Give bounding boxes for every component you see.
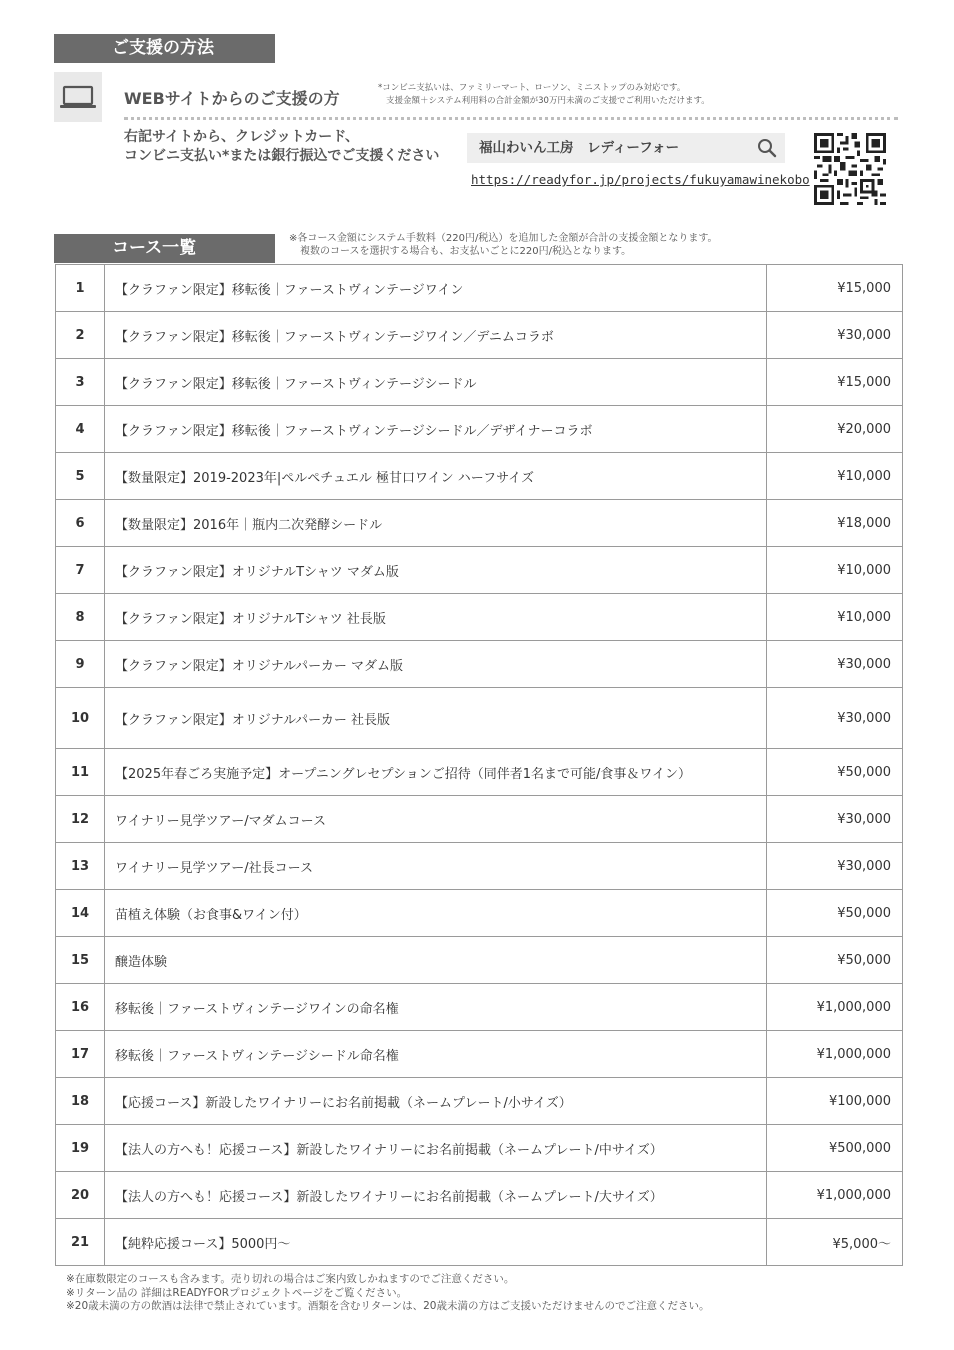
course-row — [56, 1219, 903, 1266]
course-price: ¥10,000 — [767, 594, 903, 641]
footer-note: ※20歳未満の方の飲酒は法律で禁止されています。酒類を含むリターンは、20歳未満の方はご支援いただけませんのでご注意ください。 — [66, 1300, 710, 1312]
course-number: 3 — [56, 359, 105, 406]
course-row — [56, 453, 903, 500]
course-row — [56, 359, 903, 406]
section-title-support: ご支援の方法 — [54, 34, 275, 63]
course-number: 8 — [56, 594, 105, 641]
course-name: 移転後｜ファーストヴィンテージワインの命名権 — [105, 984, 767, 1031]
course-name: 【クラファン限定】移転後｜ファーストヴィンテージワイン／デニムコラボ — [105, 312, 767, 359]
support-instruction — [124, 128, 439, 166]
course-row — [56, 406, 903, 453]
course-table — [55, 264, 903, 1266]
fee-note-line-1: ※各コース金額にシステム手数料（220円/税込）を追加した金額が合計の支援金額となります。 — [289, 233, 718, 244]
course-row — [56, 265, 903, 312]
course-row — [56, 312, 903, 359]
course-number: 20 — [56, 1172, 105, 1219]
course-row — [56, 688, 903, 749]
convenience-note-line-1: *コンビニ支払いは、ファミリーマート、ローソン、ミニストップのみ対応です。 — [378, 83, 686, 93]
laptop-icon — [54, 72, 102, 122]
footer-note: ※在庫数限定のコースも含みます。売り切れの場合はご案内致しかねますのでご注意ください。 — [66, 1273, 515, 1285]
course-price: ¥10,000 — [767, 453, 903, 500]
course-name: 【純粋応援コース】5000円～ — [105, 1219, 767, 1266]
course-price: ¥100,000 — [767, 1078, 903, 1125]
course-row — [56, 1125, 903, 1172]
course-price: ¥15,000 — [767, 265, 903, 312]
course-number: 4 — [56, 406, 105, 453]
course-row — [56, 641, 903, 688]
course-number: 17 — [56, 1031, 105, 1078]
course-price: ¥10,000 — [767, 547, 903, 594]
course-name: 【クラファン限定】移転後｜ファーストヴィンテージシードル／デザイナーコラボ — [105, 406, 767, 453]
course-row — [56, 547, 903, 594]
course-price: ¥18,000 — [767, 500, 903, 547]
course-price: ¥30,000 — [767, 688, 903, 749]
course-number: 13 — [56, 843, 105, 890]
course-name: 【クラファン限定】移転後｜ファーストヴィンテージワイン — [105, 265, 767, 312]
course-number: 14 — [56, 890, 105, 937]
search-icon[interactable] — [757, 138, 777, 158]
course-price: ¥1,000,000 — [767, 1172, 903, 1219]
course-price: ¥50,000 — [767, 937, 903, 984]
course-name: ワイナリー見学ツアー/マダムコース — [105, 796, 767, 843]
course-name: 【クラファン限定】オリジナルTシャツ マダム版 — [105, 547, 767, 594]
course-number: 6 — [56, 500, 105, 547]
course-number: 16 — [56, 984, 105, 1031]
course-number: 1 — [56, 265, 105, 312]
course-price: ¥50,000 — [767, 749, 903, 796]
course-row — [56, 594, 903, 641]
course-price: ¥30,000 — [767, 641, 903, 688]
course-row — [56, 749, 903, 796]
course-price: ¥30,000 — [767, 843, 903, 890]
course-number: 2 — [56, 312, 105, 359]
course-row — [56, 1172, 903, 1219]
project-url-link[interactable]: https://readyfor.jp/projects/fukuyamawinekobo — [471, 172, 810, 187]
course-name: 【クラファン限定】移転後｜ファーストヴィンテージシードル — [105, 359, 767, 406]
course-row — [56, 1031, 903, 1078]
course-name: 【クラファン限定】オリジナルTシャツ 社長版 — [105, 594, 767, 641]
course-row — [56, 1078, 903, 1125]
convenience-store-note — [378, 82, 710, 108]
course-name: 醸造体験 — [105, 937, 767, 984]
course-price: ¥500,000 — [767, 1125, 903, 1172]
course-name: 苗植え体験（お食事&ワイン付） — [105, 890, 767, 937]
course-row — [56, 796, 903, 843]
course-number: 10 — [56, 688, 105, 749]
system-fee-note — [289, 232, 718, 258]
course-row — [56, 937, 903, 984]
course-name: 【クラファン限定】オリジナルパーカー マダム版 — [105, 641, 767, 688]
section-title-courses: コース一覧 — [54, 234, 275, 263]
course-name: 【応援コース】新設したワイナリーにお名前掲載（ネームプレート/小サイズ） — [105, 1078, 767, 1125]
search-box[interactable] — [467, 133, 785, 163]
course-price: ¥30,000 — [767, 312, 903, 359]
course-number: 12 — [56, 796, 105, 843]
course-name: 【数量限定】2019-2023年|ペルペチュエル 極甘口ワイン ハーフサイズ — [105, 453, 767, 500]
search-text: 福山わいん工房 レディーフォー — [479, 140, 680, 156]
instruction-line-2: コンビニ支払い*または銀行振込でご支援ください — [124, 148, 440, 164]
qr-code — [814, 133, 886, 205]
dotted-divider — [124, 117, 898, 120]
course-number: 9 — [56, 641, 105, 688]
course-name: 【法人の方へも！応援コース】新設したワイナリーにお名前掲載（ネームプレート/大サイズ） — [105, 1172, 767, 1219]
course-name: 【2025年春ごろ実施予定】オープニングレセプションご招待（同伴者1名まで可能/食事＆ワイン） — [105, 749, 767, 796]
course-name: 【クラファン限定】オリジナルパーカー 社長版 — [105, 688, 767, 749]
footer-notes — [66, 1273, 709, 1314]
course-price: ¥50,000 — [767, 890, 903, 937]
course-number: 21 — [56, 1219, 105, 1266]
footer-note: ※リターン品の 詳細はREADYFORプロジェクトページをご覧ください。 — [66, 1286, 408, 1299]
course-number: 11 — [56, 749, 105, 796]
course-row — [56, 500, 903, 547]
course-row — [56, 890, 903, 937]
course-name: 【数量限定】2016年｜瓶内二次発酵シードル — [105, 500, 767, 547]
course-number: 18 — [56, 1078, 105, 1125]
course-name: 移転後｜ファーストヴィンテージシードル命名権 — [105, 1031, 767, 1078]
course-price: ¥1,000,000 — [767, 1031, 903, 1078]
course-price: ¥20,000 — [767, 406, 903, 453]
course-number: 7 — [56, 547, 105, 594]
convenience-note-line-2: 支援金額＋システム利用料の合計金額が30万円未満のご支援でご利用いただけます。 — [386, 96, 710, 106]
web-support-title: WEBサイトからのご支援の方 — [124, 89, 340, 108]
course-number: 19 — [56, 1125, 105, 1172]
instruction-line-1: 右記サイトから、クレジットカード、 — [124, 129, 359, 145]
course-price: ¥15,000 — [767, 359, 903, 406]
course-price: ¥5,000～ — [767, 1219, 903, 1266]
course-row — [56, 843, 903, 890]
course-price: ¥1,000,000 — [767, 984, 903, 1031]
course-number: 5 — [56, 453, 105, 500]
course-price: ¥30,000 — [767, 796, 903, 843]
fee-note-line-2: 複数のコースを選択する場合も、お支払いごとに220円/税込となります。 — [300, 246, 632, 257]
course-name: ワイナリー見学ツアー/社長コース — [105, 843, 767, 890]
course-name: 【法人の方へも！応援コース】新設したワイナリーにお名前掲載（ネームプレート/中サイズ） — [105, 1125, 767, 1172]
course-number: 15 — [56, 937, 105, 984]
course-row — [56, 984, 903, 1031]
